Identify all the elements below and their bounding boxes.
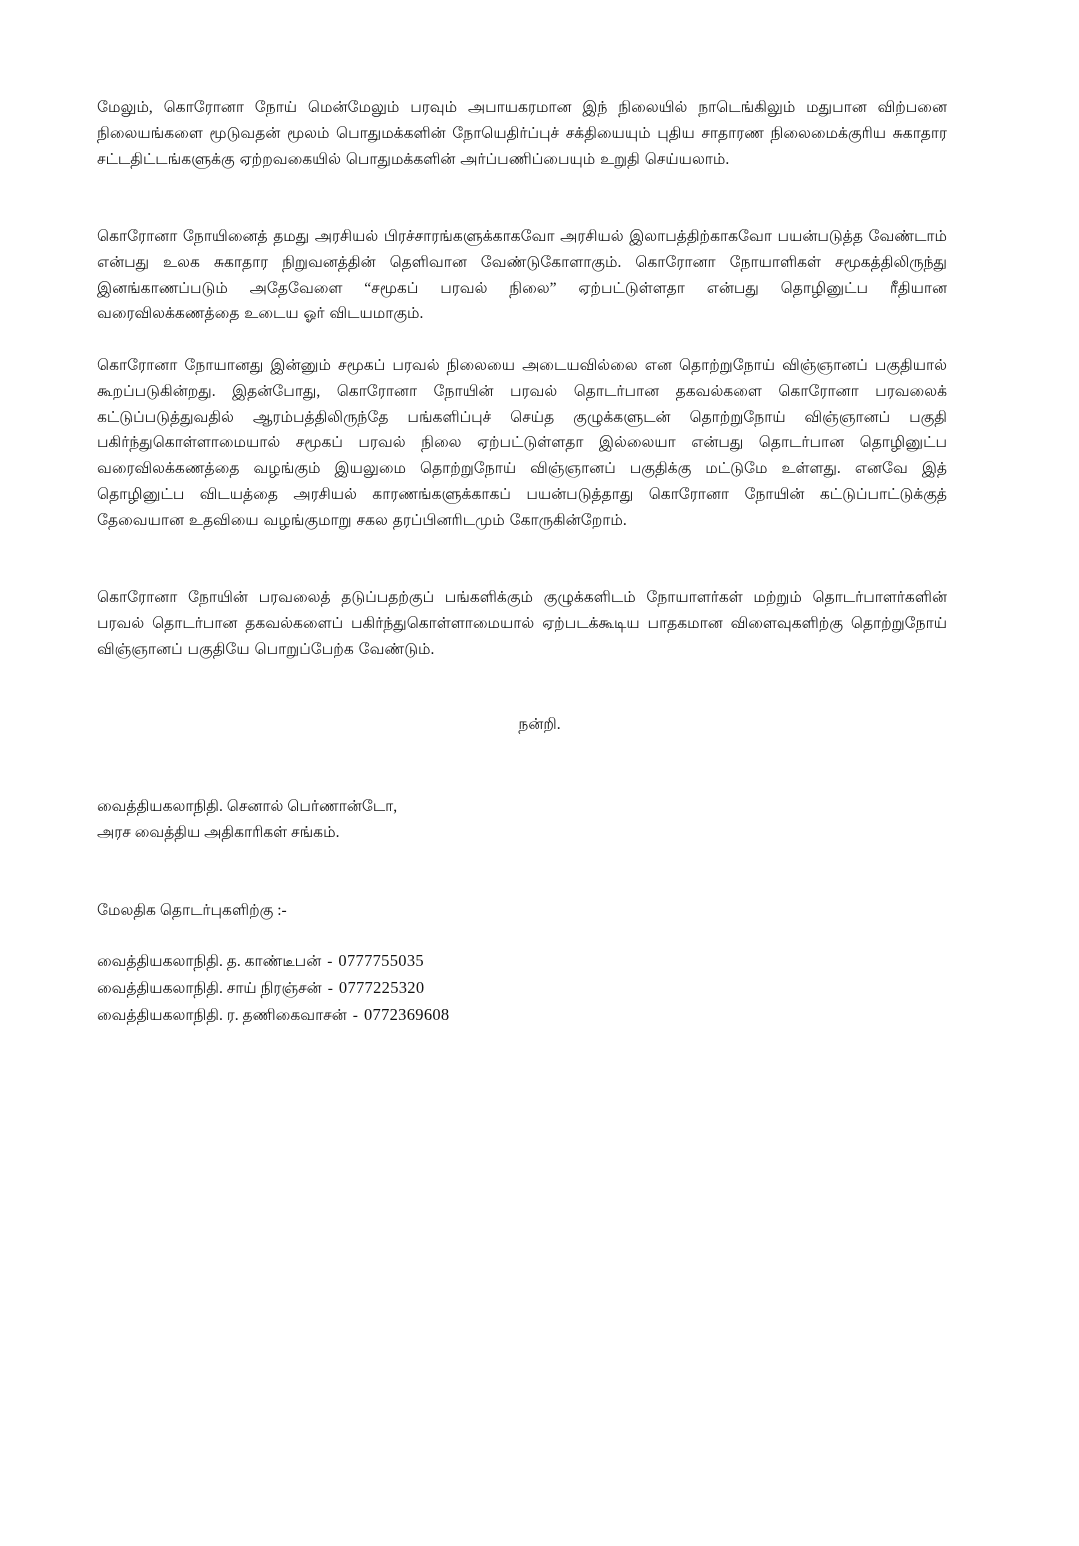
contact-phone: 0777225320 <box>338 977 425 997</box>
contact-entry <box>97 948 449 975</box>
contact-list <box>97 948 449 1028</box>
contact-name: வைத்தியகலாநிதி. ர. தணிகைவாசன் <box>97 1006 347 1024</box>
signatory-organization: அரச வைத்திய அதிகாரிகள் சங்கம். <box>97 824 340 841</box>
closing-thanks: நன்றி. <box>518 716 561 733</box>
body-paragraph: கொரோனா நோயினைத் தமது அரசியல் பிரச்சாரங்களுக்காகவோ அரசியல் இலாபத்திற்காகவோ பயன்படுத்த வேண்டாம் என்பது உலக சுகாதார நிறுவனத்தின் தெளிவான வேண்டுகோளாகும். கொரோனா நோயாளிகள் சமூகத்திலிருந்து இனங்காணப்படும் அதேவேளை “சமூகப் பரவல் நிலை” ஏற்பட்டுள்ளதா என்பது தொழினுட்ப ரீதியான வரைவிலக்கணத்தை உடைய ஓர் விடயமாகும். <box>97 228 947 323</box>
contact-separator: - <box>352 1006 358 1024</box>
signatory-name: வைத்தியகலாநிதி. செனால் பெர்ணான்டோ, <box>97 798 398 815</box>
body-paragraph: மேலும், கொரோனா நோய் மென்மேலும் பரவும் அபாயகரமான இந் நிலையில் நாடெங்கிலும் மதுபான விற்பனை நிலையங்களை மூடுவதன் மூலம் பொதுமக்களின் நோயெதிர்ப்புச் சக்தியையும் புதிய சாதாரண நிலைமைக்குரிய சுகாதார சட்டதிட்டங்களுக்கு ஏற்றவகையில் பொதுமக்களின் அர்ப்பணிப்பையும் உறுதி செய்யலாம். <box>97 99 947 168</box>
contact-entry <box>97 1002 449 1029</box>
body-paragraph: கொரோனா நோயானது இன்னும் சமூகப் பரவல் நிலையை அடையவில்லை என தொற்றுநோய் விஞ்ஞானப் பகுதியால் கூறப்படுகின்றது. இதன்போது, கொரோனா நோயின் பரவல் தொடர்பான தகவல்களை கொரோனா பரவலைக் கட்டுப்படுத்துவதில் ஆரம்பத்திலிருந்தே பங்களிப்புச் செய்த குழுக்களுடன் தொற்றுநோய் விஞ்ஞானப் பகுதி பகிர்ந்துகொள்ளாமையால் சமூகப் பரவல் நிலை ஏற்பட்டுள்ளதா இல்லையா என்பது தொடர்பான தொழினுட்ப வரைவிலக்கணத்தை வழங்கும் இயலுமை தொற்றுநோய் விஞ்ஞானப் பகுதிக்கு மட்டுமே உள்ளது. எனவே இத் தொழினுட்ப விடயத்தை அரசியல் காரணங்களுக்காகப் பயன்படுத்தாது கொரோனா நோயின் கட்டுப்பாட்டுக்குத் தேவையான உதவியை வழங்குமாறு சகல தரப்பினரிடமும் கோருகின்றோம். <box>97 357 947 529</box>
contact-name: வைத்தியகலாநிதி. சாய் நிரஞ்சன் <box>97 979 322 997</box>
contact-phone: 0772369608 <box>363 1004 450 1024</box>
contact-phone: 0777755035 <box>338 951 424 970</box>
contact-separator: - <box>327 953 333 970</box>
contact-separator: - <box>327 979 333 997</box>
body-paragraph: கொரோனா நோயின் பரவலைத் தடுப்பதற்குப் பங்களிக்கும் குழுக்களிடம் நோயாளர்கள் மற்றும் தொடர்பாளர்களின் பரவல் தொடர்பான தகவல்களைப் பகிர்ந்துகொள்ளாமையால் ஏற்படக்கூடிய பாதகமான விளைவுகளிற்கு தொற்றுநோய் விஞ்ஞானப் பகுதியே பொறுப்பேற்க வேண்டும். <box>97 589 947 658</box>
contact-entry <box>97 975 449 1002</box>
contact-name: வைத்தியகலாநிதி. த. காண்டீபன் <box>97 953 322 970</box>
contacts-heading: மேலதிக தொடர்புகளிற்கு :- <box>97 902 287 919</box>
